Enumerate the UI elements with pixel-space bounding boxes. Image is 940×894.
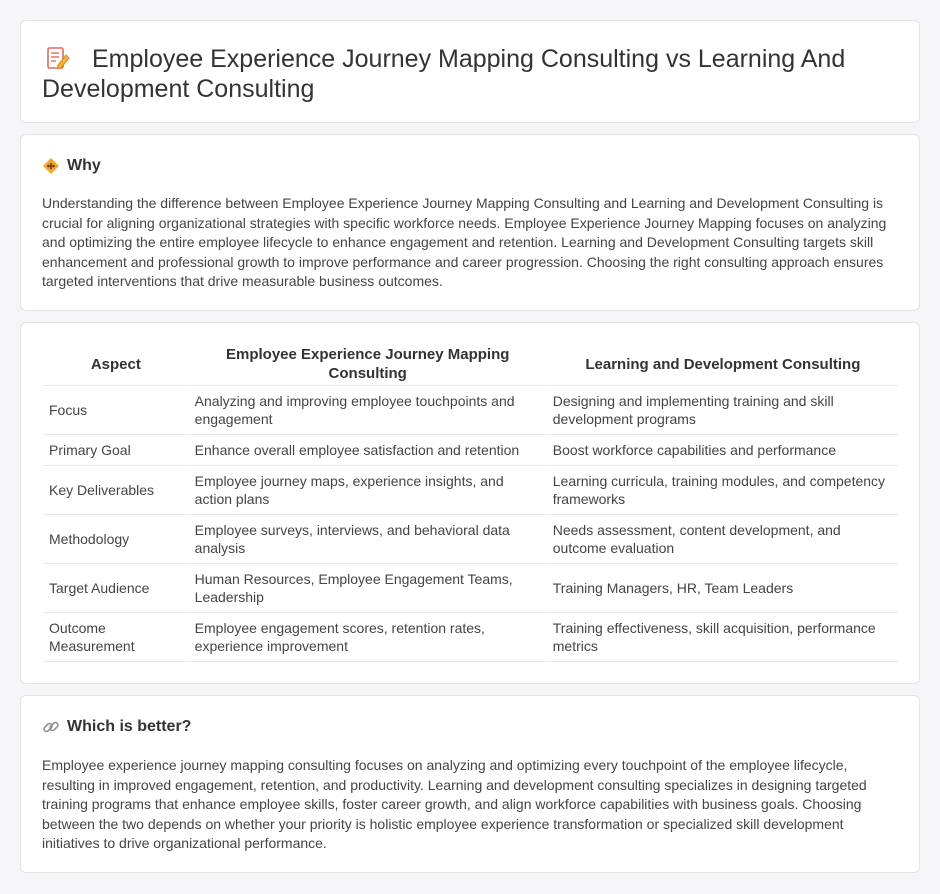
table-row	[44, 435, 898, 466]
table-cell: Learning curricula, training modules, and competency frameworks	[548, 466, 898, 515]
which-is-better-section	[20, 695, 920, 873]
table-cell-aspect: Target Audience	[44, 564, 188, 613]
document-pencil-icon	[46, 45, 70, 71]
table-header-row	[44, 343, 898, 386]
table-cell-aspect: Focus	[44, 386, 188, 435]
why-section	[20, 134, 920, 311]
comparison-table	[42, 343, 900, 662]
page-title-text: Employee Experience Journey Mapping Consulting vs Learning And Development Consulting	[42, 45, 846, 103]
title-card	[20, 20, 920, 123]
better-heading	[42, 718, 191, 736]
why-body: Understanding the difference between Employee Experience Journey Mapping Consulting and Learning and Development Consulting is crucial for aligning organizational strategies with specific workforce needs. Employee Experience Journey Mapping focuses on analyzing and optimizing the entire employee lifecycle to enhance engagement and retention. Learning and Development Consulting targets skill enhancement and professional growth to improve performance and career progression. Choosing the right consulting approach ensures targeted interventions that drive measurable business outcomes.	[42, 195, 887, 290]
table-cell: Training effectiveness, skill acquisition, performance metrics	[548, 613, 898, 662]
table-row	[44, 613, 898, 662]
table-cell: Employee surveys, interviews, and behavioral data analysis	[190, 515, 546, 564]
table-cell: Human Resources, Employee Engagement Teams, Leadership	[190, 564, 546, 613]
table-cell: Boost workforce capabilities and performance	[548, 435, 898, 466]
table-row	[44, 466, 898, 515]
table-cell: Training Managers, HR, Team Leaders	[548, 564, 898, 613]
why-heading	[42, 157, 101, 175]
table-cell: Enhance overall employee satisfaction and retention	[190, 435, 546, 466]
table-cell: Designing and implementing training and skill development programs	[548, 386, 898, 435]
column-header-journey-mapping: Employee Experience Journey Mapping Consulting	[190, 343, 546, 386]
why-heading-text: Why	[67, 157, 101, 174]
table-cell: Employee engagement scores, retention rates, experience improvement	[190, 613, 546, 662]
diamond-warning-icon	[42, 157, 60, 175]
table-row	[44, 515, 898, 564]
link-icon	[42, 718, 60, 736]
table-cell-aspect: Primary Goal	[44, 435, 188, 466]
table-cell-aspect: Key Deliverables	[44, 466, 188, 515]
table-cell-aspect: Methodology	[44, 515, 188, 564]
table-cell-aspect: Outcome Measurement	[44, 613, 188, 662]
table-row	[44, 386, 898, 435]
better-heading-text: Which is better?	[67, 718, 192, 735]
comparison-section	[20, 322, 920, 684]
table-row	[44, 564, 898, 613]
table-cell: Employee journey maps, experience insights, and action plans	[190, 466, 546, 515]
column-header-learning-development: Learning and Development Consulting	[548, 343, 898, 386]
better-body: Employee experience journey mapping consulting focuses on analyzing and optimizing every touchpoint of the employee lifecycle, resulting in improved engagement, retention, and productivity. Learning and development consulting specializes in designing targeted training programs that enhance employee skills, foster career growth, and align workforce capabilities with business goals. Choosing between the two depends on whether your priority is holistic employee experience transformation or specialized skill development initiatives to drive organizational performance.	[42, 757, 867, 852]
column-header-aspect: Aspect	[44, 343, 188, 386]
table-cell: Needs assessment, content development, and outcome evaluation	[548, 515, 898, 564]
page-title	[42, 44, 892, 104]
table-cell: Analyzing and improving employee touchpoints and engagement	[190, 386, 546, 435]
